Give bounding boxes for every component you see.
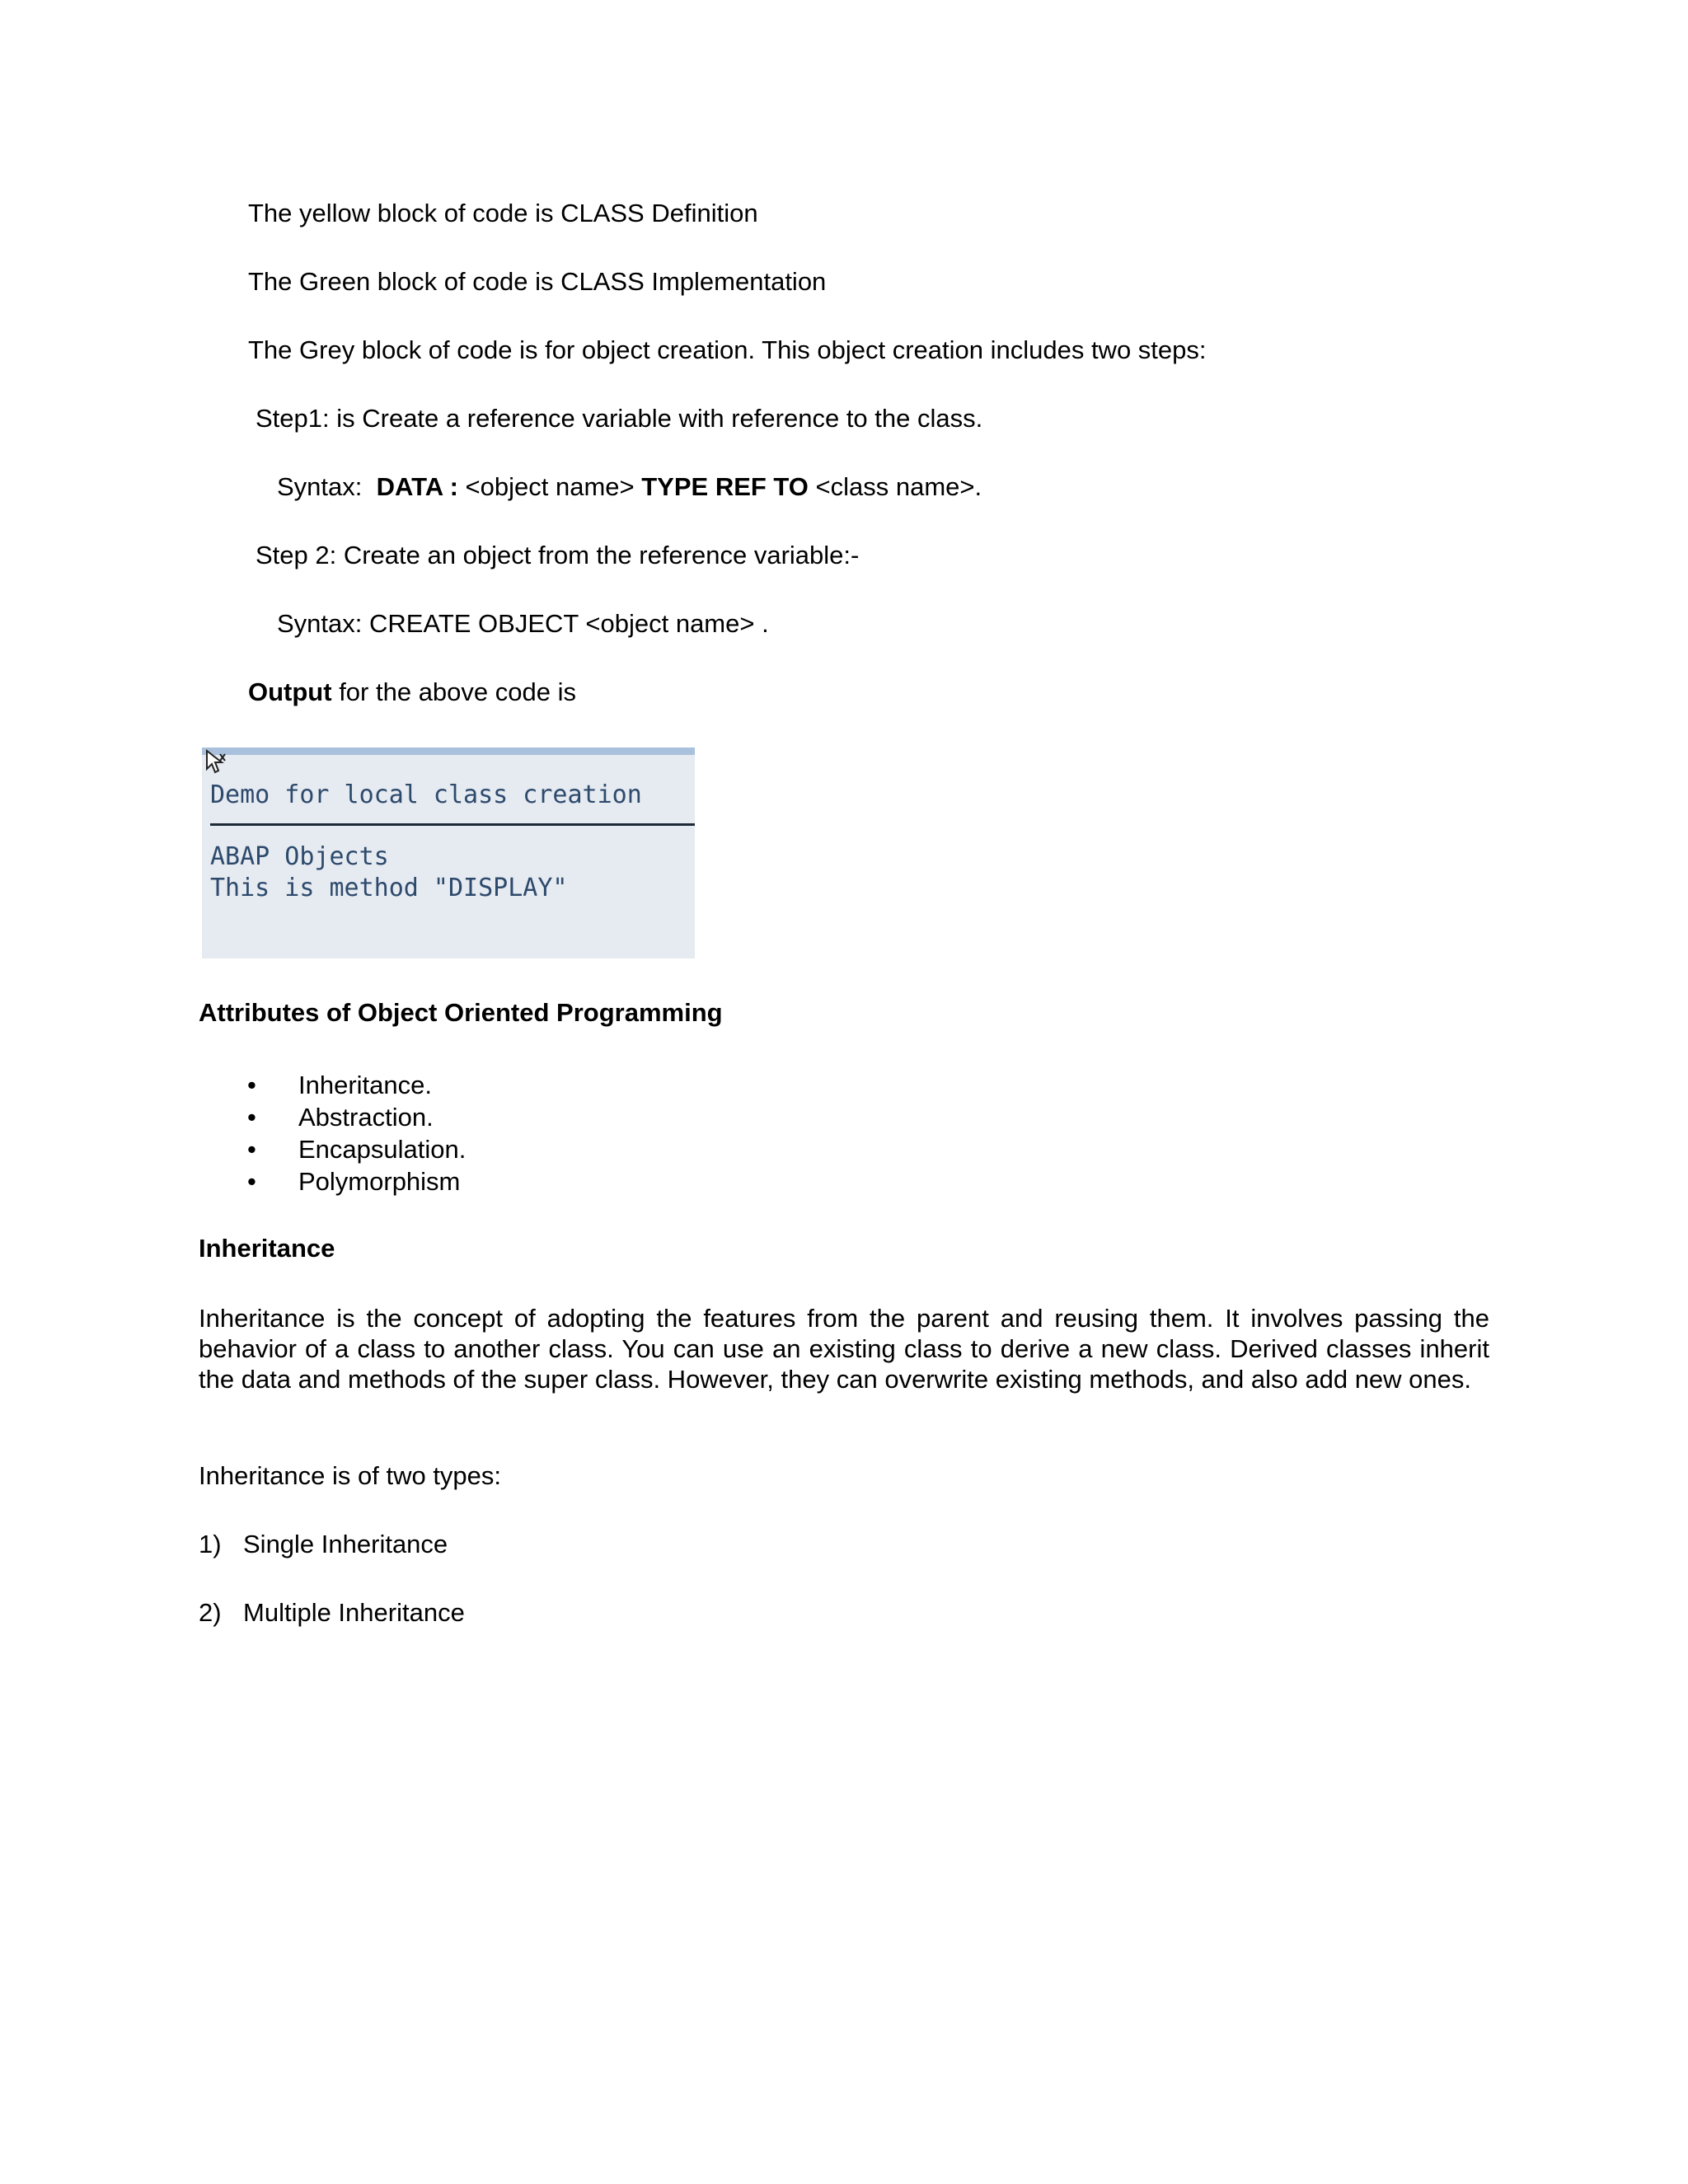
attributes-list [247, 1069, 466, 1197]
item-number: 2) [199, 1598, 222, 1627]
output-line-2: This is method "DISPLAY" [210, 874, 568, 902]
syntax1-class-name: <class name>. [808, 472, 982, 501]
list-item-label: Abstraction. [298, 1103, 434, 1132]
output-separator [210, 823, 695, 826]
inheritance-types-intro: Inheritance is of two types: [199, 1461, 502, 1490]
output-top-bar [202, 748, 695, 755]
list-item-label: Encapsulation. [298, 1135, 467, 1164]
list-item [247, 1069, 466, 1101]
step2-text: Step 2: Create an object from the reference variable:- [256, 541, 860, 569]
bullet-icon: • [247, 1103, 256, 1132]
inheritance-type-item [199, 1598, 465, 1628]
list-item-label: Inheritance. [298, 1071, 432, 1099]
bullet-icon: • [247, 1167, 256, 1196]
green-block-text: The Green block of code is CLASS Implementation [248, 267, 827, 296]
inheritance-paragraph: Inheritance is the concept of adopting the features from the parent and reusing them. It involves passing the behavior of a class to another class. You can use an existing class to derive a new class. Derived classes inherit the data and methods of the super class. However, they can overwrite existing methods, and also add new ones. [199, 1304, 1489, 1394]
output-title: Demo for local class creation [210, 780, 642, 809]
yellow-block-text: The yellow block of code is CLASS Definition [248, 199, 758, 227]
syntax1-object-name: <object name> [457, 472, 642, 501]
attributes-heading: Attributes of Object Oriented Programming [199, 998, 723, 1027]
step1-text: Step1: is Create a reference variable with reference to the class. [256, 404, 983, 433]
grey-block-text: The Grey block of code is for object creation. This object creation includes two steps: [248, 335, 1207, 364]
syntax1-prefix: Syntax: [277, 472, 377, 501]
output-rest: for the above code is [331, 677, 576, 706]
syntax1-line [277, 472, 982, 502]
item-label: Multiple Inheritance [243, 1598, 465, 1627]
syntax1-keyword-data: DATA : [376, 472, 458, 501]
inheritance-type-item [199, 1530, 448, 1559]
syntax1-keyword-type-ref: TYPE REF TO [641, 472, 809, 501]
output-line-1: ABAP Objects [210, 842, 389, 871]
list-item [247, 1101, 466, 1133]
bullet-icon: • [247, 1135, 256, 1164]
output-label: Output [248, 677, 332, 706]
bullet-icon: • [247, 1071, 256, 1099]
output-intro [248, 677, 576, 707]
list-item [247, 1165, 466, 1197]
item-label: Single Inheritance [243, 1530, 448, 1558]
list-item [247, 1133, 466, 1165]
inheritance-heading: Inheritance [199, 1234, 335, 1263]
output-screenshot [202, 748, 695, 958]
item-number: 1) [199, 1530, 222, 1558]
list-item-label: Polymorphism [298, 1167, 461, 1196]
syntax2-text: Syntax: CREATE OBJECT <object name> . [277, 609, 769, 638]
mouse-cursor-icon [204, 748, 237, 776]
